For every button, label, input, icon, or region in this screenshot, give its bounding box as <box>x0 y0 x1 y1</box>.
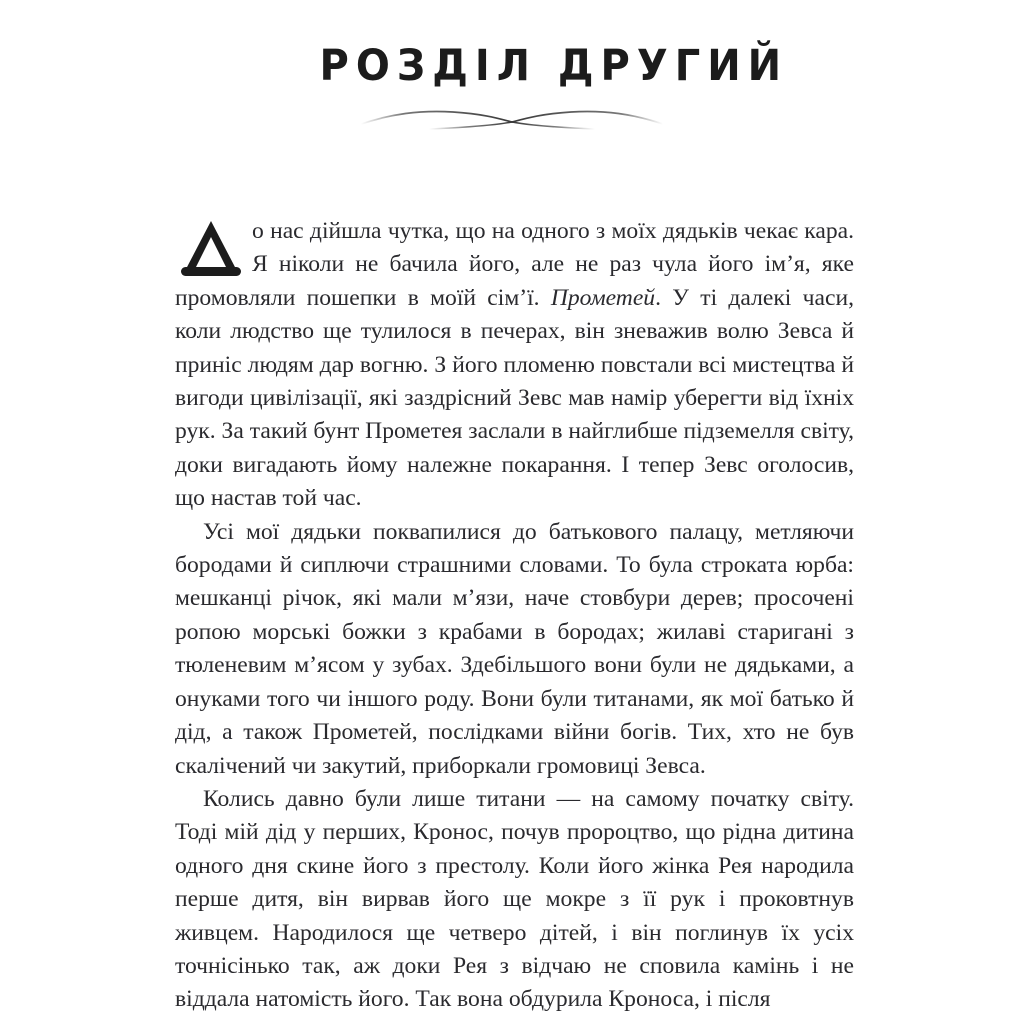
paragraph-1-run-1: о нас дійшла чутка, що на одного з моїх дядьків чекає кара. Я ніколи не бачила його, але не раз чула його ім’я, яке промовляли пошепки в моїй сім’ї. <box>175 218 854 311</box>
double-wave-flourish-icon <box>357 98 667 142</box>
body-text <box>175 215 854 1017</box>
ornament-divider <box>0 92 1024 148</box>
paragraph-1-run-3: . У ті далекі часи, коли людство ще тулилося в печерах, він зневажив волю Зевса й приніс людям дар вогню. З його пломеню повстали всі мистецтва й вигоди цивілізації, які заздрісний Зевс мав намір уберегти від їхніх рук. За такий бунт Прометея заслали в найглибше підземелля світу, доки вигадають йому належне покарання. І тепер Зевс оголосив, що настав той час. <box>175 284 854 512</box>
paragraph-2 <box>175 516 854 783</box>
triangle-dropcap-icon <box>179 219 243 281</box>
chapter-title-text: РОЗДІЛ ДРУГИЙ <box>319 41 789 91</box>
dropcap-letter <box>179 219 243 281</box>
paragraph-3-run-1: Колись давно були лише титани — на самому початку світу. Тоді мій дід у перших, Кронос, почув пророцтво, що рідна дитина одного дня скине його з престолу. Коли його жінка Рея народила перше дитя, він вирвав його ще мокре з її рук і проковтнув живцем. Народилося ще четверо дітей, і він поглинув їх усіх точнісінько так, аж доки Рея з відчаю не сповила камінь і не віддала натомість його. Так вона обдурила Кроноса, і після <box>175 785 854 1013</box>
paragraph-3 <box>175 783 854 1017</box>
paragraph-1-italic-prometheus: Прометей <box>550 284 656 311</box>
paragraph-2-run-1: Усі мої дядьки поквапилися до батькового палацу, метляючи бородами й сиплючи страшними словами. То була строката юрба: мешканці річок, які мали м’язи, наче стовбури дерев; просочені ропою морські божки з крабами в бородах; жилаві старигані з тюленевим м’ясом у зубах. Здебільшого вони були не дядьками, а онуками того чи іншого роду. Вони були титанами, як мої батько й дід, а також Прометей, послідками війни богів. Тих, хто не був скалічений чи закутий, приборкали громовиці Зевса. <box>175 518 854 779</box>
paragraph-1 <box>175 215 854 516</box>
